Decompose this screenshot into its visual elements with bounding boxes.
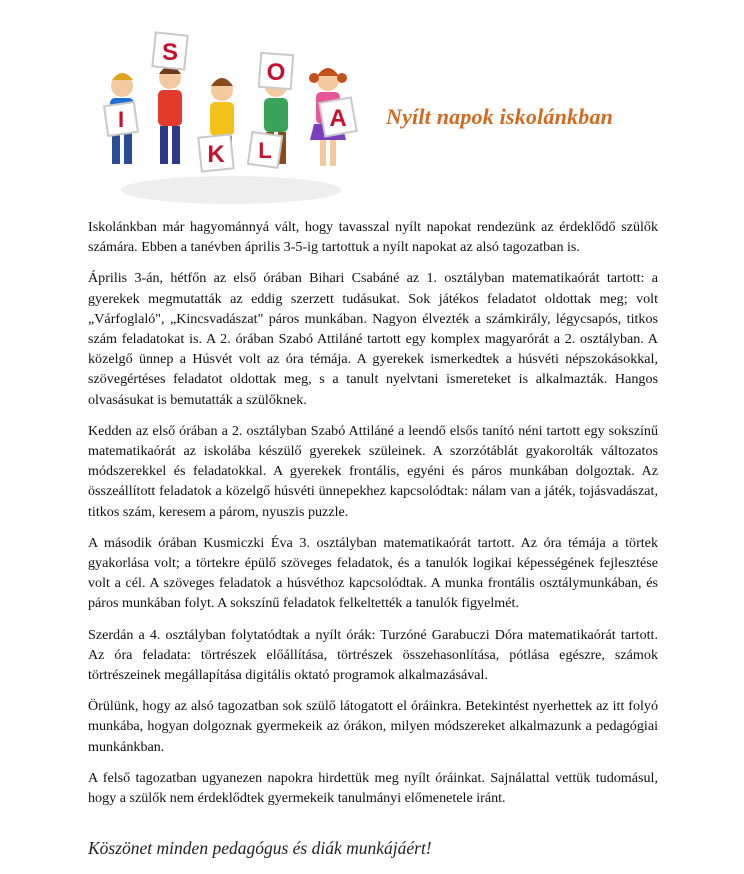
paragraph-second-lesson: A második órában Kusmiczki Éva 3. osztályban matematikaórát tartott. Az óra témája a törtek gyakorlása volt; a törtekre épülő szöveges feladatok, és a tanulók logikai képességének fejlesztése volt a cél. A szöveges feladatok a húsvéthoz kapcsolódtak. A munka frontális osztálymunkában, és páros munkában folyt. A sokszínű feladatok felkeltették a tanulók figyelmét.: [88, 534, 658, 612]
letter-k: K: [207, 141, 225, 168]
letter-card-s: [152, 32, 187, 69]
closing-thanks: Köszönet minden pedagógus és diák munkájáért!: [88, 838, 432, 858]
letter-card-k: [198, 134, 233, 171]
letter-card-o: [259, 53, 293, 89]
letter-l: L: [258, 138, 272, 163]
letter-card-a: [319, 97, 356, 136]
paragraph-tuesday: Kedden az első órában a 2. osztályban Szabó Attiláné a leendő elsős tanító néni tartott egy sokszínű matematikaórát az iskolába készülő gyerekek szüleinek. A szorzótáblát gyakorolták változatos módszerekkel és feladatokkal. A gyerekek frontális, egyéni és páros munkában dolgoztak. Az összeállított feladatok a közelgő húsvéti ünnepekhez kapcsolódtak: nálam van a játék, tojásvadászat, titkos szám, keresem a párom, nyuszis puzzle.: [88, 422, 658, 520]
letter-s: S: [161, 39, 179, 66]
school-logo-illustration: [100, 8, 362, 208]
letter-card-l: [248, 132, 282, 168]
paragraph-parents-visit: Örülünk, hogy az alsó tagozatban sok szülő látogatott el óráinkra. Betekintést nyerhettek az itt folyó munkába, hogyan dolgoznak gyermekeik az órákon, milyen módszereket alkalmazunk a pedagógiai munkánkban.: [88, 698, 658, 755]
paragraph-upper-grades: A felső tagozatban ugyanezen napokra hirdettük meg nyílt óráinkat. Sajnálattal vettük tudomásul, hogy a szülők nem érdeklődtek gyermekeik tanulmányi előmenetele iránt.: [88, 769, 658, 807]
paragraph-intro: Iskolánkban már hagyománnyá vált, hogy tavasszal nyílt napokat rendezünk az érdeklődő szülők számára. Ebben a tanévben április 3-5-ig tartottuk a nyílt napokat az alsó tagozatban is.: [88, 219, 658, 256]
child-figure-2: [158, 66, 182, 164]
paragraph-monday: Április 3-án, hétfőn az első órában Bihari Csabáné az 1. osztályban matematikaórát tartott: a gyerekek megmutatták az eddig szerzett tudásukat. Sok játékos feladatot oldottak meg; volt „Várfoglaló", „Kincsvadászat" páros munkában. Nagyon élvezték a számkirály, légycsapós, titkos szám feladatokat is. A 2. órában Szabó Attiláné tartott egy komplex magyarórát a 2. osztályban. A közelgő ünnep a Húsvét volt az óra témája. A gyerekek ismerkedtek a húsvéti népszokásokkal, szövegértéses feladatot oldottak meg, s a tanult nyelvtani ismereteket is alkalmazták. Hangos olvasásukat is bemutatták a szülőknek.: [88, 270, 658, 408]
letter-o: O: [266, 59, 286, 86]
article-body: [88, 217, 658, 819]
letter-a: A: [329, 105, 347, 132]
paragraph-wednesday: Szerdán a 4. osztályban folytatódtak a nyílt órák: Turzóné Garabuczi Dóra matematikaórát tartott. Az óra feladata: törtrészek előállítása, törtrészek összehasonlítása, pótlása egészre, számok törtrészeinek megállapítása digitális oktató programok alkalmazásával.: [88, 626, 658, 684]
page-title: Nyílt napok iskolánkban: [386, 104, 614, 129]
letter-card-i: [104, 102, 138, 136]
letter-i: I: [117, 107, 125, 132]
